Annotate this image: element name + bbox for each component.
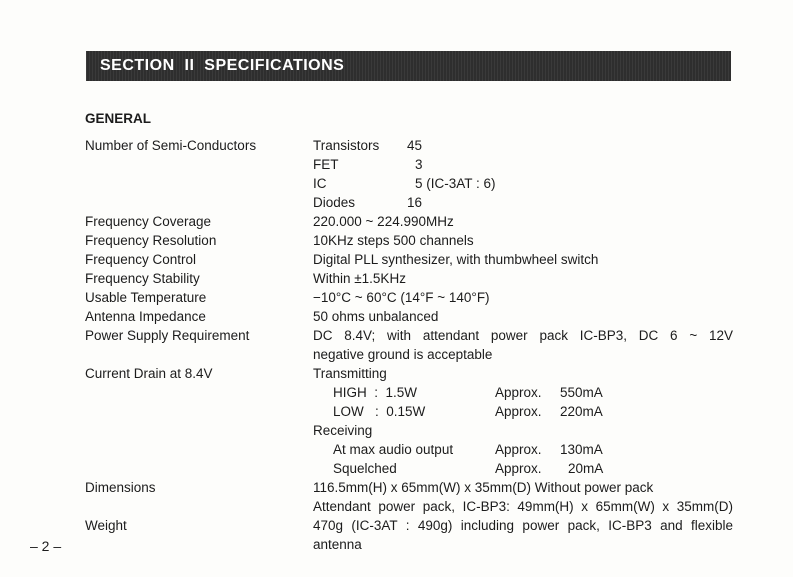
drain-mode: HIGH : 1.5W xyxy=(333,385,418,400)
section-title: SECTION II SPECIFICATIONS xyxy=(100,57,345,74)
drain-row-squelched xyxy=(0,459,793,478)
spec-label: Number of Semi-Conductors xyxy=(85,138,257,153)
spec-value: antenna xyxy=(313,537,362,552)
spec-value: −10°C ~ 60°C (14°F ~ 140°F) xyxy=(313,290,490,305)
semiconductor-count: 45 xyxy=(407,138,423,153)
spec-row-weight xyxy=(0,516,793,535)
semiconductor-count: 16 xyxy=(407,195,423,210)
spec-value: Within ±1.5KHz xyxy=(313,271,406,286)
semiconductor-count: 3 xyxy=(415,157,423,172)
drain-approx: Approx. xyxy=(495,385,542,400)
spec-label: Frequency Coverage xyxy=(85,214,212,229)
drain-mode: At max audio output xyxy=(333,442,454,457)
page-number: – 2 – xyxy=(30,538,62,554)
drain-approx: Approx. xyxy=(495,461,542,476)
drain-value: 130mA xyxy=(560,442,603,457)
drain-approx: Approx. xyxy=(495,404,542,419)
section-title-banner xyxy=(86,51,731,81)
drain-value: 220mA xyxy=(560,404,603,419)
spec-row-frequency-coverage xyxy=(0,212,793,231)
spec-value: Attendant power pack, IC-BP3: 49mm(H) x 65mm(W) x 35mm(D) xyxy=(313,499,733,514)
drain-row-high xyxy=(0,383,793,402)
spec-value: 470g (IC-3AT : 490g) including power pack, IC-BP3 and flexible xyxy=(313,518,733,533)
spec-value: negative ground is acceptable xyxy=(313,347,493,362)
spec-value: DC 8.4V; with attendant power pack IC-BP3, DC 6 ~ 12V xyxy=(313,328,733,343)
spec-row-usable-temperature xyxy=(0,288,793,307)
spec-label: Frequency Control xyxy=(85,252,197,267)
drain-approx: Approx. xyxy=(495,442,542,457)
spec-label: Frequency Stability xyxy=(85,271,200,286)
spec-row-dimensions xyxy=(0,478,793,497)
drain-row-max-audio xyxy=(0,440,793,459)
spec-row-frequency-stability xyxy=(0,269,793,288)
spec-value: 50 ohms unbalanced xyxy=(313,309,439,324)
spec-row-antenna-impedance xyxy=(0,307,793,326)
spec-row-frequency-resolution xyxy=(0,231,793,250)
spec-row-semiconductor-diodes xyxy=(0,193,793,212)
spec-value: 116.5mm(H) x 65mm(W) x 35mm(D) Without power pack xyxy=(313,480,654,495)
spec-row-weight-cont xyxy=(0,535,793,554)
drain-value: 20mA xyxy=(568,461,604,476)
semiconductor-name: Transistors xyxy=(313,138,380,153)
drain-value: 550mA xyxy=(560,385,603,400)
spec-label: Frequency Resolution xyxy=(85,233,217,248)
spec-value: 220.000 ~ 224.990MHz xyxy=(313,214,454,229)
drain-row-receiving xyxy=(0,421,793,440)
spec-label: Dimensions xyxy=(85,480,156,495)
spec-row-power-supply xyxy=(0,326,793,345)
spec-row-power-supply-cont xyxy=(0,345,793,364)
spec-row-frequency-control xyxy=(0,250,793,269)
drain-mode: Squelched xyxy=(333,461,397,476)
spec-row-semiconductors xyxy=(0,136,793,155)
receiving-label: Receiving xyxy=(313,423,373,438)
semiconductor-name: FET xyxy=(313,157,339,172)
spec-label: Weight xyxy=(85,518,127,533)
spec-row-dimensions-cont xyxy=(0,497,793,516)
spec-value: Digital PLL synthesizer, with thumbwheel switch xyxy=(313,252,599,267)
spec-label: Antenna Impedance xyxy=(85,309,206,324)
spec-value: 10KHz steps 500 channels xyxy=(313,233,474,248)
subheading-general: GENERAL xyxy=(85,111,152,126)
spec-label: Usable Temperature xyxy=(85,290,207,305)
spec-row-semiconductor-ic xyxy=(0,174,793,193)
semiconductor-name: Diodes xyxy=(313,195,356,210)
transmitting-label: Transmitting xyxy=(313,366,387,381)
spec-row-semiconductor-fet xyxy=(0,155,793,174)
semiconductor-name: IC xyxy=(313,176,327,191)
semiconductor-count: 5 (IC-3AT : 6) xyxy=(415,176,496,191)
spec-label: Power Supply Requirement xyxy=(85,328,250,343)
drain-mode: LOW : 0.15W xyxy=(333,404,426,419)
spec-label: Current Drain at 8.4V xyxy=(85,366,213,381)
spec-row-current-drain xyxy=(0,364,793,383)
drain-row-low xyxy=(0,402,793,421)
